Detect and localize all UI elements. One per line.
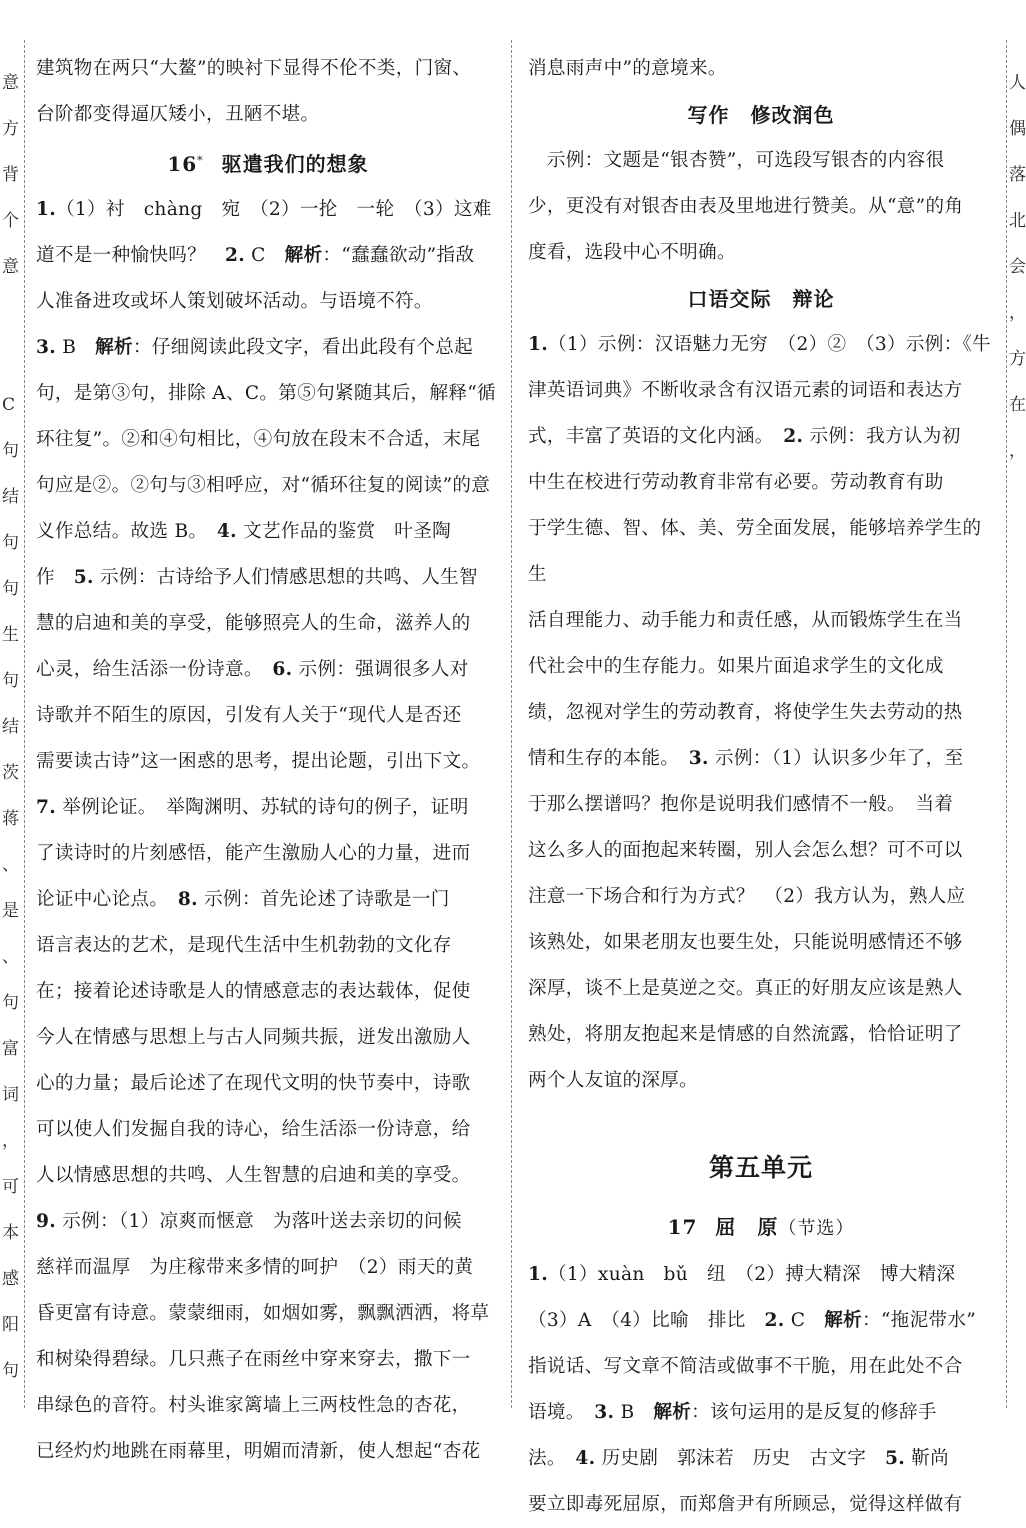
text-run: ：仔细阅读此段文字，看出此段有个总起 bbox=[132, 337, 473, 358]
text-line: 建筑物在两只“大鳌”的映衬下显得不伦不类，门窗、 bbox=[36, 58, 472, 79]
text-run: 论证中心论点。 bbox=[36, 889, 178, 910]
column-divider-right bbox=[1006, 40, 1007, 1408]
text-line bbox=[528, 1012, 994, 1058]
text-run: 靳尚 bbox=[905, 1448, 950, 1469]
text-run: 两个人友谊的深厚。 bbox=[528, 1070, 699, 1091]
edge-char: 生 bbox=[2, 625, 19, 645]
edge-char: 方 bbox=[2, 119, 19, 139]
edge-char: 偶 bbox=[1009, 119, 1026, 139]
bold-label: 5. bbox=[73, 567, 94, 588]
edge-char: 个 bbox=[2, 211, 19, 231]
text-run: 指说话、写文章不简洁或做事不干脆，用在此处不合 bbox=[528, 1356, 963, 1377]
answers-section-17 bbox=[528, 1252, 994, 1528]
edge-char: 背 bbox=[2, 165, 19, 185]
text-run: 心的力量；最后论述了在现代文明的快节奏中，诗歌 bbox=[36, 1073, 471, 1094]
column-divider-middle bbox=[511, 40, 512, 1408]
answers-section-16 bbox=[36, 187, 500, 1475]
text-line bbox=[528, 368, 994, 414]
text-line: 示例：文题是“银杏赞”，可选段写银杏的内容很 bbox=[528, 150, 945, 171]
text-run: 示例：（1）认识多少年了，至 bbox=[708, 748, 964, 769]
text-line bbox=[528, 598, 994, 644]
text-run: 举例论证。 举陶渊明、苏轼的诗句的例子，证明 bbox=[56, 797, 469, 818]
bold-label: 1. bbox=[528, 1264, 549, 1285]
bold-label: 7. bbox=[36, 797, 57, 818]
edge-char: 本 bbox=[2, 1223, 19, 1243]
text-run: 这么多人的面抱起来转圈，别人会怎么想？可不可以 bbox=[528, 840, 963, 861]
right-edge-cropped-text bbox=[1008, 60, 1026, 474]
text-line bbox=[36, 1337, 500, 1383]
text-run: 诗歌并不陌生的原因，引发有人关于“现代人是否还 bbox=[36, 705, 462, 726]
edge-char: 句 bbox=[2, 441, 19, 461]
text-line bbox=[528, 966, 994, 1012]
edge-char: ， bbox=[1009, 303, 1026, 323]
text-run: 了读诗时的片刻感悟，能产生激励人心的力量，进而 bbox=[36, 843, 471, 864]
text-run: 人准备进攻或坏人策划破坏活动。与语境不符。 bbox=[36, 291, 433, 312]
text-run: 津英语词典》不断收录含有汉语元素的词语和表达方 bbox=[528, 380, 963, 401]
text-line bbox=[36, 877, 500, 923]
section-title-16 bbox=[36, 138, 500, 187]
text-line bbox=[36, 1291, 500, 1337]
text-line bbox=[528, 828, 994, 874]
text-line bbox=[36, 509, 500, 555]
edge-char: 句 bbox=[2, 993, 19, 1013]
text-line bbox=[528, 1252, 994, 1298]
text-run: 句应是②。②句与③相呼应，对“循环往复的阅读”的意 bbox=[36, 475, 491, 496]
bold-label: 6. bbox=[272, 659, 293, 680]
text-line bbox=[528, 460, 994, 506]
edge-char bbox=[2, 336, 20, 382]
edge-char: C bbox=[2, 395, 16, 415]
edge-char: 句 bbox=[2, 1361, 19, 1381]
text-line bbox=[36, 693, 500, 739]
text-run: （1）示例：汉语魅力无穷 （2）② （3）示例：《牛 bbox=[548, 334, 992, 355]
left-edge-cropped-text bbox=[2, 60, 20, 1394]
text-line bbox=[528, 644, 994, 690]
text-run: 于学生德、智、体、美、劳全面发展，能够培养学生的生 bbox=[528, 518, 982, 585]
text-run: 中生在校进行劳动教育非常有必要。劳动教育有助 bbox=[528, 472, 944, 493]
text-run: ：“蠢蠢欲动”指敌 bbox=[322, 245, 475, 266]
text-run: 示例：首先论述了诗歌是一门 bbox=[197, 889, 450, 910]
section-title-writing: 写作 修改润色 bbox=[687, 103, 835, 127]
edge-char bbox=[2, 290, 20, 336]
edge-char: 蒋 bbox=[2, 809, 19, 829]
bold-label: 1. bbox=[36, 199, 57, 220]
edge-char: 是 bbox=[2, 901, 19, 921]
text-run: 于那么摆谱吗？抱你是说明我们感情不一般。 当着 bbox=[528, 794, 954, 815]
bold-label: 3. bbox=[594, 1402, 615, 1423]
text-line: 消息雨声中”的意境来。 bbox=[528, 58, 727, 79]
text-run: 文艺作品的鉴赏 叶圣陶 bbox=[236, 521, 451, 542]
text-run: 示例：（1）凉爽而惬意 为落叶送去亲切的问候 bbox=[56, 1211, 462, 1232]
text-run: 绩，忽视对学生的劳动教育，将使学生失去劳动的热 bbox=[528, 702, 963, 723]
text-run: ：该句运用的是反复的修辞手 bbox=[691, 1402, 937, 1423]
text-run: 串绿色的音符。村头谁家篱墙上三两枝性急的杏花， bbox=[36, 1395, 471, 1416]
text-line bbox=[36, 325, 500, 371]
text-line bbox=[528, 1058, 994, 1104]
bold-label: 3. bbox=[688, 748, 709, 769]
bold-label: 5. bbox=[885, 1448, 906, 1469]
section-title-text: 屈 原 bbox=[715, 1215, 779, 1239]
text-line bbox=[36, 647, 500, 693]
text-run: 式，丰富了英语的文化内涵。 bbox=[528, 426, 784, 447]
section-note: （节选） bbox=[778, 1218, 855, 1239]
edge-char: 句 bbox=[2, 579, 19, 599]
text-run: （1）衬 chàng 宛 （2）一抡 一轮 （3）这难 bbox=[56, 199, 492, 220]
text-run: 在；接着论述诗歌是人的情感意志的表达载体，促使 bbox=[36, 981, 471, 1002]
text-line bbox=[528, 1298, 994, 1344]
section-title-oral: 口语交际 辩论 bbox=[687, 287, 835, 311]
text-run: 需要读古诗”这一困惑的思考，提出论题，引出下文。 bbox=[36, 751, 481, 772]
edge-char: 结 bbox=[2, 717, 19, 737]
text-run: 可以使人们发掘自我的诗心，给生活添一份诗意，给 bbox=[36, 1119, 471, 1140]
bold-label: 解析 bbox=[653, 1402, 692, 1423]
text-line bbox=[36, 187, 500, 233]
text-line bbox=[528, 736, 994, 782]
unit-title: 第五单元 bbox=[708, 1153, 813, 1182]
edge-char: 、 bbox=[2, 947, 19, 967]
section-title-text: 驱遣我们的想象 bbox=[221, 152, 369, 176]
text-run: B bbox=[56, 337, 96, 358]
edge-char: 人 bbox=[1009, 73, 1026, 93]
text-run: 已经灼灼地跳在雨幕里，明媚而清新，使人想起“杏花 bbox=[36, 1441, 481, 1462]
text-line bbox=[528, 690, 994, 736]
edge-char: 可 bbox=[2, 1177, 19, 1197]
text-line bbox=[528, 414, 994, 460]
column-divider-left bbox=[24, 40, 25, 1408]
bold-label: 4. bbox=[216, 521, 237, 542]
text-line bbox=[36, 555, 500, 601]
bold-label: 4. bbox=[575, 1448, 596, 1469]
section-number: 16 bbox=[167, 152, 198, 176]
text-line bbox=[36, 1383, 500, 1429]
edge-char: 在 bbox=[1009, 395, 1026, 415]
section-mark: * bbox=[197, 154, 204, 167]
text-line bbox=[36, 1429, 500, 1475]
bold-label: 解析 bbox=[284, 245, 323, 266]
edge-char: 北 bbox=[1009, 211, 1026, 231]
column-right bbox=[528, 46, 994, 1528]
text-run: 示例：强调很多人对 bbox=[292, 659, 469, 680]
text-line: 少，更没有对银杏由表及里地进行赞美。从“意”的角 bbox=[528, 196, 964, 217]
text-run: 心灵，给生活添一份诗意。 bbox=[36, 659, 273, 680]
text-run: 代社会中的生存能力。如果片面追求学生的文化成 bbox=[528, 656, 944, 677]
text-run: 人以情感思想的共鸣、人生智慧的启迪和美的享受。 bbox=[36, 1165, 471, 1186]
edge-char: 方 bbox=[1009, 349, 1026, 369]
edge-char: ， bbox=[2, 1131, 19, 1151]
text-line bbox=[528, 506, 994, 598]
text-run: 示例：古诗给予人们情感思想的共鸣、人生智 bbox=[93, 567, 478, 588]
text-line bbox=[36, 1015, 500, 1061]
text-run: B bbox=[614, 1402, 654, 1423]
text-line bbox=[36, 739, 500, 785]
bold-label: 解析 bbox=[824, 1310, 862, 1331]
text-run: 环往复”。②和④句相比，④句放在段末不合适，末尾 bbox=[36, 429, 481, 450]
text-line bbox=[36, 831, 500, 877]
bold-label: 9. bbox=[36, 1211, 57, 1232]
text-run: 语境。 bbox=[528, 1402, 595, 1423]
text-line bbox=[528, 874, 994, 920]
bold-label: 2. bbox=[764, 1310, 785, 1331]
text-line bbox=[528, 920, 994, 966]
text-run: C bbox=[244, 245, 285, 266]
text-line bbox=[36, 1061, 500, 1107]
text-run: 该熟处，如果老朋友也要生处，只能说明感情还不够 bbox=[528, 932, 963, 953]
text-run: 活自理能力、动手能力和责任感，从而锻炼学生在当 bbox=[528, 610, 963, 631]
text-line bbox=[528, 1436, 994, 1482]
edge-char: 茨 bbox=[2, 763, 19, 783]
edge-char: 意 bbox=[2, 257, 19, 277]
text-run: 语言表达的艺术，是现代生活中生机勃勃的文化存 bbox=[36, 935, 452, 956]
text-run: 注意一下场合和行为方式？ （2）我方认为，熟人应 bbox=[528, 886, 966, 907]
edge-char: ， bbox=[1009, 441, 1026, 461]
text-run: 熟处，将朋友抱起来是情感的自然流露，恰恰证明了 bbox=[528, 1024, 963, 1045]
edge-char: 句 bbox=[2, 533, 19, 553]
edge-char: 富 bbox=[2, 1039, 19, 1059]
text-line bbox=[36, 969, 500, 1015]
text-run: C bbox=[784, 1310, 825, 1331]
text-run: ：“拖泥带水” bbox=[861, 1310, 977, 1331]
bold-label: 解析 bbox=[95, 337, 133, 358]
text-line bbox=[36, 417, 500, 463]
edge-char: 句 bbox=[2, 671, 19, 691]
text-line bbox=[36, 1107, 500, 1153]
text-run: 示例：我方认为初 bbox=[803, 426, 961, 447]
text-run: 深厚，谈不上是莫逆之交。真正的好朋友应该是熟人 bbox=[528, 978, 963, 999]
text-line bbox=[36, 371, 500, 417]
text-line bbox=[36, 233, 500, 279]
bold-label: 1. bbox=[528, 334, 549, 355]
bold-label: 8. bbox=[177, 889, 198, 910]
text-line bbox=[36, 601, 500, 647]
text-line bbox=[36, 923, 500, 969]
edge-char: 会 bbox=[1009, 257, 1026, 277]
edge-char: 阳 bbox=[2, 1315, 19, 1335]
edge-char: 、 bbox=[2, 855, 19, 875]
text-line bbox=[528, 1344, 994, 1390]
edge-char: 词 bbox=[2, 1085, 19, 1105]
text-run: 句，是第③句，排除 A、C。第⑤句紧随其后，解释“循 bbox=[36, 383, 496, 404]
text-run: 慧的启迪和美的享受，能够照亮人的生命，滋养人的 bbox=[36, 613, 471, 634]
text-run: 今人在情感与思想上与古人同频共振，迸发出激励人 bbox=[36, 1027, 471, 1048]
text-run: 历史剧 郭沫若 历史 古文字 bbox=[595, 1448, 886, 1469]
edge-char: 结 bbox=[2, 487, 19, 507]
text-line bbox=[528, 1390, 994, 1436]
text-run: 义作总结。故选 B。 bbox=[36, 521, 217, 542]
answers-writing bbox=[528, 138, 994, 276]
section-title-17 bbox=[528, 1204, 994, 1252]
text-line bbox=[36, 279, 500, 325]
text-line bbox=[528, 322, 994, 368]
answers-oral bbox=[528, 322, 994, 1104]
bold-label: 2. bbox=[783, 426, 804, 447]
edge-char: 落 bbox=[1009, 165, 1026, 185]
text-line bbox=[36, 1153, 500, 1199]
text-run: 慈祥而温厚 为庄稼带来多情的呵护 （2）雨天的黄 bbox=[36, 1257, 474, 1278]
text-line bbox=[36, 1199, 500, 1245]
text-run: 要立即毒死屈原，而郑詹尹有所顾忌，觉得这样做有 bbox=[528, 1494, 963, 1515]
text-run: 道不是一种愉快吗？ bbox=[36, 245, 225, 266]
text-run: 情和生存的本能。 bbox=[528, 748, 689, 769]
text-line bbox=[528, 1482, 994, 1528]
text-run: （3）A （4）比喻 排比 bbox=[528, 1310, 765, 1331]
text-run: （1）xuàn bǔ 纽 （2）搏大精深 博大精深 bbox=[548, 1264, 956, 1285]
edge-char: 感 bbox=[2, 1269, 19, 1289]
text-run: 作 bbox=[36, 567, 74, 588]
bold-label: 2. bbox=[224, 245, 245, 266]
column-left bbox=[36, 46, 500, 1475]
text-line bbox=[36, 463, 500, 509]
text-run: 和树染得碧绿。几只燕子在雨丝中穿来穿去，撒下一 bbox=[36, 1349, 471, 1370]
text-line: 度看，选段中心不明确。 bbox=[528, 242, 736, 263]
text-run: 昏更富有诗意。蒙蒙细雨，如烟如雾，飘飘洒洒，将草 bbox=[36, 1303, 490, 1324]
text-line bbox=[36, 785, 500, 831]
edge-char: 意 bbox=[2, 73, 19, 93]
bold-label: 3. bbox=[36, 337, 57, 358]
text-run: 法。 bbox=[528, 1448, 576, 1469]
text-line bbox=[528, 782, 994, 828]
section-number: 17 bbox=[667, 1215, 698, 1239]
text-line: 台阶都变得逼仄矮小，丑陋不堪。 bbox=[36, 104, 320, 125]
text-line bbox=[36, 1245, 500, 1291]
